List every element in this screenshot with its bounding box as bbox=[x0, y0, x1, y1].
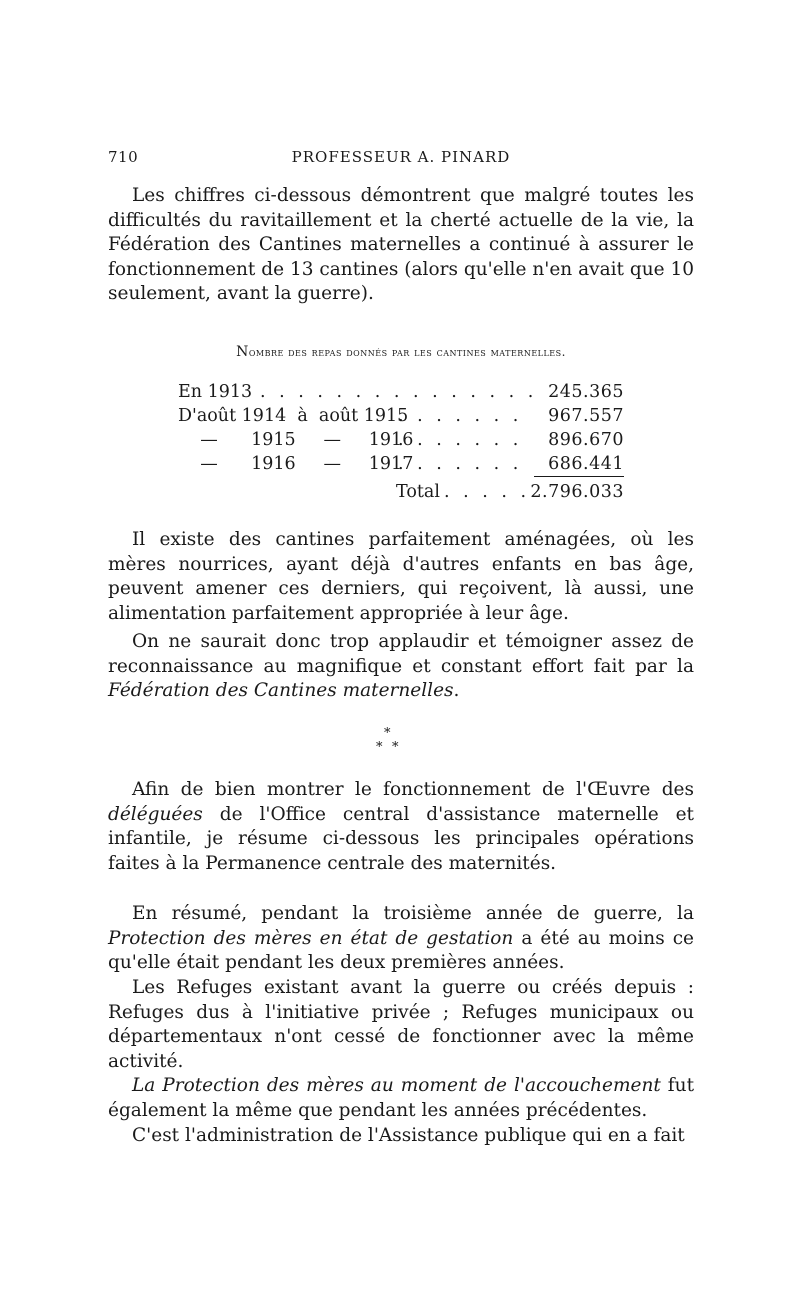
text-run: Afin de bien montrer le fonctionnement de l'Œuvre des bbox=[132, 779, 694, 800]
row-label: D'août 1914 à août 1915 bbox=[178, 406, 409, 426]
row-leader-dots: . . . . . . . . . . . . . . . bbox=[260, 382, 538, 402]
asterism-star: * bbox=[384, 726, 391, 741]
sum-rule bbox=[534, 476, 624, 477]
asterism-star: * bbox=[392, 740, 399, 755]
table-row bbox=[178, 452, 624, 476]
asterism bbox=[370, 712, 430, 758]
row-value: 896.670 bbox=[548, 430, 624, 450]
row-value: 245.365 bbox=[548, 382, 624, 402]
total-value: 2.796.033 bbox=[530, 482, 624, 502]
row-label: — 1915 — 1916 bbox=[178, 430, 414, 450]
paragraph-accouchement bbox=[108, 1074, 694, 1123]
paragraph-refuges: Les Refuges existant avant la guerre ou créés depuis : Refuges dus à l'initiative privée ; Refuges municipaux ou départementaux n'ont cessé de fonctionner avec la même activité. bbox=[108, 977, 694, 1072]
row-label: — 1916 — 1917 bbox=[178, 454, 414, 474]
paragraph-deleguees bbox=[108, 778, 694, 876]
total-leader-dots: . . . . . bbox=[444, 482, 531, 502]
running-head bbox=[108, 148, 694, 172]
row-leader-dots: . . . . . . . bbox=[398, 430, 523, 450]
text-run: En résumé, pendant la troisième année de guerre, la bbox=[132, 903, 694, 924]
text-run: de l'Office central d'assistance maternelle et infantile, je résume ci-dessous les principales opérations faites à la Permanence centrale des maternités. bbox=[108, 803, 694, 874]
table-caption-text: ombre des repas donnés par les cantines maternelles. bbox=[248, 345, 566, 359]
table-caption-initial: N bbox=[236, 344, 249, 360]
row-leader-dots: . . . . . . . bbox=[398, 406, 523, 426]
page-number: 710 bbox=[108, 148, 139, 166]
table-row bbox=[178, 380, 624, 404]
running-title: PROFESSEUR A. PINARD bbox=[291, 148, 511, 166]
paragraph-applaudir bbox=[108, 630, 694, 704]
text-run-italic: déléguées bbox=[108, 803, 203, 825]
paragraph-en-resume bbox=[108, 902, 694, 976]
text-run: On ne saurait donc trop applaudir et témoigner assez de reconnaissance au magnifique et constant effort fait par la bbox=[108, 631, 694, 677]
row-value: 686.441 bbox=[548, 454, 624, 474]
asterism-star: * bbox=[376, 740, 383, 755]
row-leader-dots: . . . . . . . bbox=[398, 454, 523, 474]
meals-table bbox=[178, 380, 624, 504]
paragraph-assistance-publique: C'est l'administration de l'Assistance publique qui en a fait bbox=[132, 1125, 685, 1146]
text-run: . bbox=[453, 680, 460, 701]
paragraph-cantines-amenagees: Il existe des cantines parfaitement aménagées, où les mères nourrices, ayant déjà d'autres enfants en bas âge, peuvent amener ces derniers, qui reçoivent, là aussi, une alimentation parfaitement appropriée à leur âge. bbox=[108, 529, 694, 624]
total-row bbox=[178, 480, 624, 504]
total-label: Total bbox=[396, 482, 440, 502]
paragraph-federation-intro: Les chiffres ci-dessous démontrent que malgré toutes les difficultés du ravitaillement et la cherté actuelle de la vie, la Fédération des Cantines maternelles a continué à assurer le fonctionnement de 13 cantines (alors qu'elle n'en avait que 10 seulement, avant la guerre). bbox=[108, 185, 694, 304]
text-run-italic: Fédération des Cantines maternelles bbox=[108, 680, 454, 701]
table-caption bbox=[108, 344, 694, 360]
table-row bbox=[178, 428, 624, 452]
text-run: fut également la même que pendant les années précédentes. bbox=[108, 1075, 695, 1121]
text-run-italic: Protection des mères en état de gestation bbox=[108, 927, 514, 949]
text-run-italic: La Protection des mères au moment de l'accouchement bbox=[132, 1075, 661, 1096]
table-row bbox=[178, 404, 624, 428]
text-run: a été au moins ce qu'elle était pendant les deux premières années. bbox=[108, 927, 694, 973]
row-label: En 1913 bbox=[178, 382, 253, 402]
row-value: 967.557 bbox=[548, 406, 624, 426]
